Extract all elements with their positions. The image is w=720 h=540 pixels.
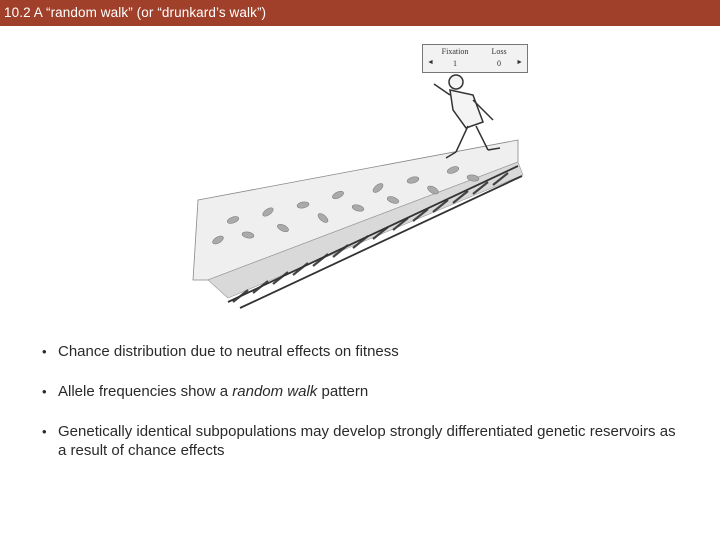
slide-title-bar — [0, 0, 720, 26]
bullet-item — [42, 382, 682, 401]
bullet-text: Chance distribution due to neutral effects on fitness — [58, 343, 399, 360]
fixation-label: Fixation — [441, 47, 469, 56]
bullet-icon: • — [42, 344, 47, 359]
left-arrow-icon: ◄ — [427, 58, 434, 66]
drunkard-walk-illustration — [188, 40, 528, 315]
bullet-item — [42, 342, 682, 361]
bullet-item — [42, 422, 682, 460]
slide-title: 10.2 A “random walk” (or “drunkard’s walk”) — [4, 5, 267, 20]
bullet-list — [42, 342, 682, 481]
bullet-emphasis: random walk — [232, 383, 318, 400]
right-arrow-icon: ► — [516, 58, 523, 66]
bullet-icon: • — [42, 424, 47, 439]
bullet-text-before: Allele frequencies show a — [58, 383, 233, 400]
loss-value: 0 — [497, 59, 501, 68]
fixation-loss-scoreboard — [422, 44, 528, 73]
loss-label: Loss — [491, 47, 507, 56]
fixation-value: 1 — [453, 59, 457, 68]
bullet-text: Genetically identical subpopulations may develop strongly differentiated genetic reservoirs as a result of chance effects — [58, 423, 676, 459]
bullet-icon: • — [42, 384, 47, 399]
bullet-text-after: pattern — [317, 383, 369, 400]
